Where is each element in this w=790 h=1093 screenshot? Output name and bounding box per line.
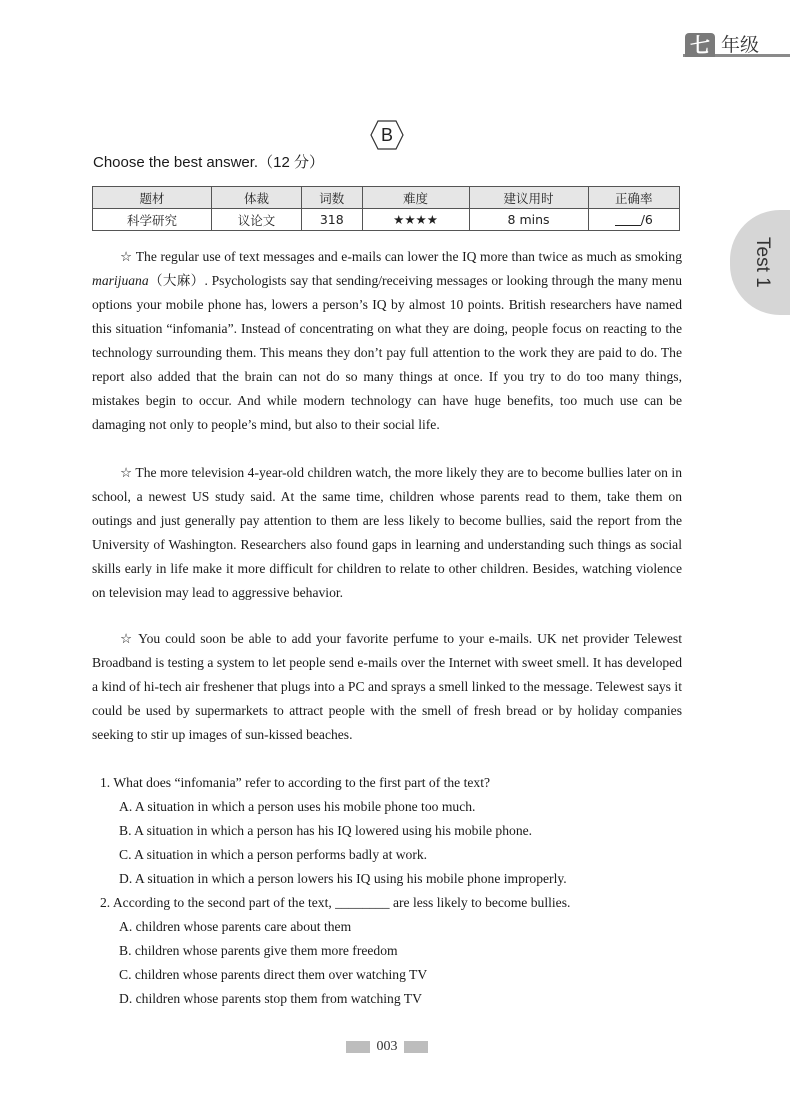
passage-part-2: [92, 461, 682, 605]
answer-option[interactable]: C. A situation in which a person performs badly at work.: [119, 847, 428, 862]
instruction-text: Choose the best answer.（12 分）: [93, 154, 324, 171]
value-cell-genre: 议论文: [212, 209, 302, 231]
header-cell-accuracy: 正确率: [588, 187, 679, 209]
passage-part-1: [92, 245, 682, 437]
value-cell-difficulty: ★★★★: [362, 209, 469, 231]
passage-text: The regular use of text messages and e-mails can lower the IQ more than twice as much as smoking: [132, 249, 683, 264]
info-table-value-row: [93, 209, 680, 231]
passage-italic-term: marijuana: [92, 273, 149, 288]
question-stem: 1. What does “infomania” refer to according to the first part of the text?: [100, 775, 491, 790]
passage-paragraph: [92, 627, 682, 747]
info-table-header-row: [93, 187, 680, 209]
page-number: 003: [376, 1039, 398, 1054]
value-cell-accuracy: [588, 209, 679, 231]
passage-text: （大麻）. Psychologists say that sending/receiving messages or looking through the many menu options your mobile phone has, lowers a person’s IQ by almost 10 points. British researchers have named this situation “infomania”. Instead of concentrating on what they are doing, people focus on reacting to the technology surrounding them. This means they don’t pay full attention to the work they are paid to do. The report also added that the brain can not do so many things at once. If you try to do too many things, mistakes begin to occur. And while modern technology can have huge benefits, too much use can be damaging not only to people’s mind, but also to their social life.: [92, 273, 682, 432]
test-side-tab-label: Test 1: [752, 237, 773, 288]
section-letter: B: [380, 125, 393, 145]
questions-section: [92, 771, 692, 1011]
header-cell-genre: 体裁: [212, 187, 302, 209]
footer-bar-left: [346, 1041, 370, 1053]
header-cell-word-count: 词数: [301, 187, 362, 209]
section-badge: [370, 120, 404, 150]
passage-text: The more television 4-year-old children watch, the more likely they are to become bullies later on in school, a newest US study said. At the same time, children whose parents read to them, take them on outings and just generally pay attention to them are less likely to become bullies, said the report from the University of Washington. Researchers also found gaps in learning and understanding such things as social skills early in life make it more difficult for children to relate to other children. Besides, watching violence on television may lead to aggressive behavior.: [92, 465, 682, 600]
header-cell-topic: 题材: [93, 187, 212, 209]
answer-option[interactable]: B. children whose parents give them more freedom: [119, 943, 398, 958]
grade-header: [683, 33, 790, 57]
question-stem: 2. According to the second part of the text, ________ are less likely to become bullies.: [100, 895, 571, 910]
passage-paragraph: [92, 461, 682, 605]
value-cell-topic: 科学研究: [93, 209, 212, 231]
star-icon: ☆: [120, 249, 133, 264]
header-cell-time: 建议用时: [469, 187, 588, 209]
answer-blank[interactable]: [615, 213, 641, 226]
test-side-tab: [730, 210, 790, 315]
answer-option[interactable]: A. children whose parents care about them: [119, 919, 352, 934]
star-icon: ☆: [120, 465, 133, 480]
value-cell-word-count: 318: [301, 209, 362, 231]
passage-paragraph: [92, 245, 682, 437]
page-footer: [346, 1038, 428, 1056]
grade-number-icon: 七: [685, 33, 715, 57]
answer-option[interactable]: A. A situation in which a person uses his mobile phone too much.: [119, 799, 476, 814]
passage-part-3: [92, 627, 682, 747]
footer-bar-right: [404, 1041, 428, 1053]
answer-option[interactable]: D. children whose parents stop them from watching TV: [119, 991, 422, 1006]
value-cell-time: 8 mins: [469, 209, 588, 231]
passage-text: You could soon be able to add your favorite perfume to your e-mails. UK net provider Telewest Broadband is testing a system to let people send e-mails over the Internet with sweet smell. It has developed a kind of hi-tech air freshener that plugs into a PC and sprays a smell linked to the message. Telewest says it could be used by supermarkets to attract people with the smell of fresh bread or by holiday companies seeking to stir up images of sun-kissed beaches.: [92, 631, 682, 742]
grade-label: 年级: [721, 34, 760, 56]
answer-option[interactable]: B. A situation in which a person has his IQ lowered using his mobile phone.: [119, 823, 533, 838]
accuracy-total: /6: [640, 212, 653, 227]
answer-option[interactable]: D. A situation in which a person lowers his IQ using his mobile phone improperly.: [119, 871, 567, 886]
answer-option[interactable]: C. children whose parents direct them over watching TV: [119, 967, 428, 982]
passage-info-table: [92, 186, 680, 231]
header-cell-difficulty: 难度: [362, 187, 469, 209]
star-icon: ☆: [120, 631, 134, 646]
